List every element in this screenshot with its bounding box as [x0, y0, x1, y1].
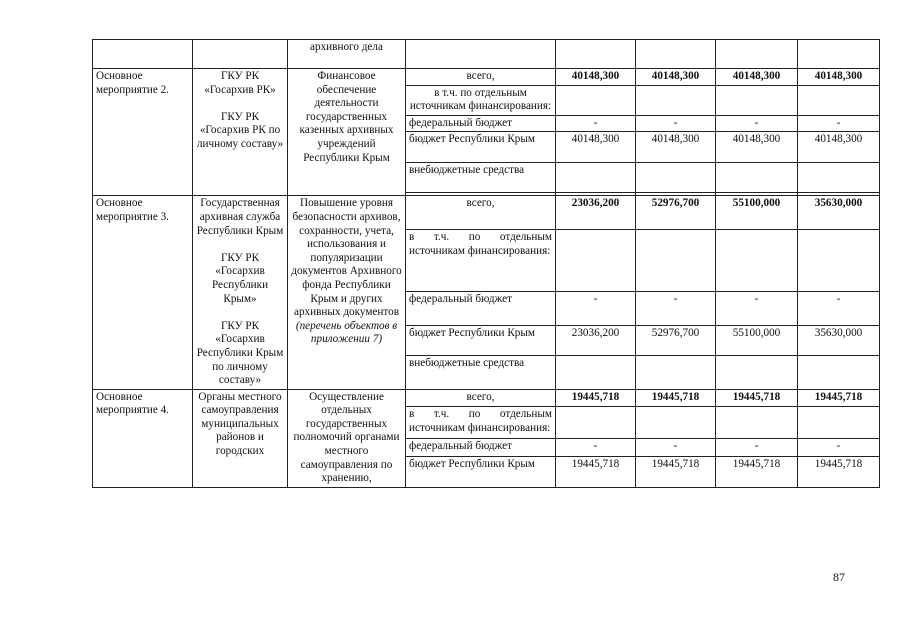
amount-cell: 23036,200	[556, 196, 636, 230]
amount-cell: 52976,700	[636, 196, 716, 230]
table-row	[93, 40, 880, 69]
amount-cell: -	[716, 115, 798, 132]
amount-cell: 40148,300	[798, 132, 880, 163]
executor-cell: Органы местного самоуправления муниципальных районов и городских	[193, 389, 288, 487]
budget-table	[92, 39, 880, 488]
table-row	[93, 196, 880, 230]
description-cell: Осуществление отдельных государственных полномочий органами местного самоуправления по хранению,	[288, 389, 406, 487]
table-row	[93, 69, 880, 86]
executor-line: ГКУ РК «Госархив Республики Крым по личному составу»	[196, 319, 284, 387]
amount-cell: -	[636, 291, 716, 325]
extra-label: внебюджетные средства	[406, 163, 556, 193]
amount-cell: 19445,718	[716, 456, 798, 487]
amount-cell: 23036,200	[556, 325, 636, 355]
amount-cell: -	[716, 291, 798, 325]
amount-cell: 40148,300	[716, 132, 798, 163]
executor-cell	[193, 69, 288, 196]
amount-cell: -	[798, 439, 880, 457]
extra-label: внебюджетные средства	[406, 355, 556, 389]
amount-cell: 52976,700	[636, 325, 716, 355]
executor-line: Государственная архивная служба Республики Крым	[196, 197, 284, 237]
executor-line: ГКУ РК «Госархив РК»	[204, 70, 276, 96]
description-note: (перечень объектов в приложении 7)	[295, 319, 398, 346]
amount-cell: -	[798, 115, 880, 132]
incl-label: в т.ч. по отдельным источникам финансирования:	[406, 85, 556, 115]
amount-cell: 40148,300	[798, 69, 880, 86]
amount-cell: 19445,718	[636, 456, 716, 487]
description-cell: архивного дела	[288, 40, 406, 69]
event-cell: Основное мероприятие 3.	[93, 196, 193, 389]
republic-label: бюджет Республики Крым	[406, 132, 556, 163]
amount-cell: -	[636, 115, 716, 132]
amount-cell: 19445,718	[556, 389, 636, 407]
republic-label: бюджет Республики Крым	[406, 456, 556, 487]
event-cell: Основное мероприятие 4.	[93, 389, 193, 487]
amount-cell: -	[556, 115, 636, 132]
event-cell: Основное мероприятие 2.	[93, 69, 193, 196]
federal-label: федеральный бюджет	[406, 439, 556, 457]
amount-cell: -	[556, 291, 636, 325]
page-number: 87	[833, 570, 845, 584]
incl-label: в т.ч. по отдельным источникам финансирования:	[406, 230, 556, 292]
federal-label: федеральный бюджет	[406, 291, 556, 325]
executor-line: ГКУ РК «Госархив Республики Крым»	[211, 251, 269, 305]
incl-label: в т.ч. по отдельным источникам финансирования:	[406, 407, 556, 439]
description-text: Повышение уровня безопасности архивов, сохранности, учета, использования и популяризации документов Архивного фонда Республики Крым и других архивных документов	[291, 197, 402, 319]
amount-cell: 19445,718	[798, 456, 880, 487]
amount-cell: -	[556, 439, 636, 457]
amount-cell: 40148,300	[556, 132, 636, 163]
executor-line: ГКУ РК «Госархив РК по личному составу»	[196, 110, 284, 150]
table-row	[93, 389, 880, 407]
total-label: всего,	[406, 196, 556, 230]
amount-cell: 19445,718	[798, 389, 880, 407]
amount-cell: 19445,718	[556, 456, 636, 487]
description-cell: Финансовое обеспечение деятельности государственных казенных архивных учреждений Республики Крым	[288, 69, 406, 196]
executor-cell	[193, 196, 288, 389]
amount-cell: -	[716, 439, 798, 457]
total-label: всего,	[406, 389, 556, 407]
amount-cell: 35630,000	[798, 196, 880, 230]
amount-cell: 40148,300	[556, 69, 636, 86]
amount-cell: 40148,300	[716, 69, 798, 86]
federal-label: федеральный бюджет	[406, 115, 556, 132]
amount-cell: 40148,300	[636, 69, 716, 86]
amount-cell: 19445,718	[716, 389, 798, 407]
amount-cell: -	[798, 291, 880, 325]
amount-cell: 55100,000	[716, 325, 798, 355]
amount-cell: 19445,718	[636, 389, 716, 407]
description-cell	[288, 196, 406, 389]
republic-label: бюджет Республики Крым	[406, 325, 556, 355]
amount-cell: 55100,000	[716, 196, 798, 230]
amount-cell: -	[636, 439, 716, 457]
amount-cell: 35630,000	[798, 325, 880, 355]
amount-cell: 40148,300	[636, 132, 716, 163]
total-label: всего,	[406, 69, 556, 86]
